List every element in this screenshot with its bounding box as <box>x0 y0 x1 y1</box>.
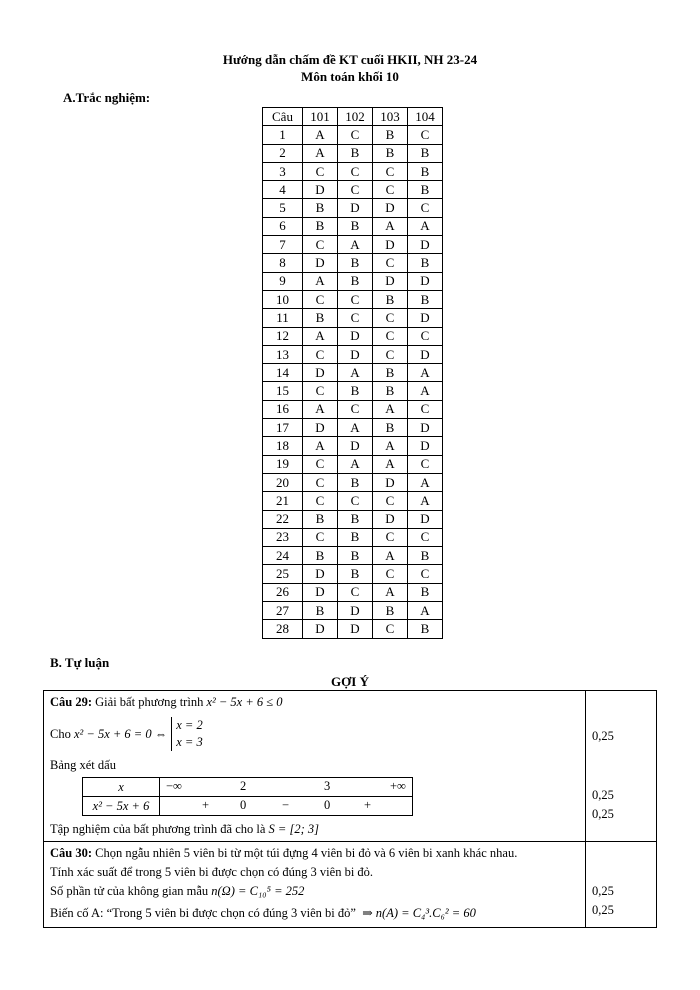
answer-cell: A <box>338 236 373 254</box>
answer-table-row <box>263 473 443 491</box>
answer-cell: D <box>338 199 373 217</box>
answer-cell: D <box>408 345 443 363</box>
answer-cell: D <box>408 236 443 254</box>
answer-header-cell: Câu <box>263 108 303 126</box>
answer-cell: B <box>303 510 338 528</box>
answer-table-row <box>263 290 443 308</box>
answer-cell: B <box>373 382 408 400</box>
answer-header-cell: 102 <box>338 108 373 126</box>
answer-cell: A <box>373 583 408 601</box>
sign-minus: − <box>282 798 290 812</box>
answer-cell: B <box>373 144 408 162</box>
answer-cell: B <box>338 565 373 583</box>
sign-root-2: 2 <box>240 779 247 793</box>
answer-cell: A <box>408 602 443 620</box>
question-number-cell: 16 <box>263 400 303 418</box>
q30-points <box>586 842 657 928</box>
answer-header-cell: 101 <box>303 108 338 126</box>
answer-cell: B <box>338 547 373 565</box>
answer-cell: A <box>408 492 443 510</box>
answer-cell: D <box>373 199 408 217</box>
section-a-label: A.Trắc nghiệm: <box>63 90 151 105</box>
question-number-cell: 17 <box>263 419 303 437</box>
answer-cell: C <box>303 345 338 363</box>
answer-cell: A <box>408 473 443 491</box>
q29-point-3: 0,25 <box>592 807 614 821</box>
sign-pos-inf: +∞ <box>390 779 406 793</box>
q29-sign-label: Bảng xét dấu <box>50 758 116 772</box>
answer-cell: A <box>338 364 373 382</box>
answer-cell: C <box>408 126 443 144</box>
answer-cell: C <box>408 400 443 418</box>
answer-cell: B <box>408 144 443 162</box>
answer-cell: A <box>303 144 338 162</box>
answer-cell: B <box>373 602 408 620</box>
answer-table-row <box>263 492 443 510</box>
answer-cell: C <box>303 492 338 510</box>
answer-cell: C <box>373 309 408 327</box>
answer-cell: A <box>373 437 408 455</box>
answer-cell: A <box>303 126 338 144</box>
q30-line4-text: Biến cố A: “Trong 5 viên bi được chọn có đúng 3 viên bi đỏ” <box>50 906 356 920</box>
question-number-cell: 9 <box>263 272 303 290</box>
answer-table-row <box>263 254 443 272</box>
answer-cell: D <box>303 565 338 583</box>
answer-cell: B <box>408 583 443 601</box>
q30-line1: Chọn ngẫu nhiên 5 viên bi từ một túi đựng 4 viên bi đỏ và 6 viên bi xanh khác nhau. <box>95 846 518 860</box>
q30-point-2: 0,25 <box>592 903 614 917</box>
question-number-cell: 13 <box>263 345 303 363</box>
answer-cell: C <box>373 254 408 272</box>
sign-x-label: x <box>118 779 124 794</box>
answer-cell: C <box>303 473 338 491</box>
answer-cell: D <box>373 272 408 290</box>
answer-header-cell: 104 <box>408 108 443 126</box>
answer-table-row <box>263 217 443 235</box>
q29-point-2: 0,25 <box>592 788 614 802</box>
answer-cell: A <box>303 400 338 418</box>
question-number-cell: 19 <box>263 455 303 473</box>
question-number-cell: 28 <box>263 620 303 638</box>
answer-cell: B <box>408 547 443 565</box>
answer-cell: B <box>303 217 338 235</box>
sign-zero-1: 0 <box>240 798 247 812</box>
answer-table-row <box>263 528 443 546</box>
answer-cell: C <box>338 583 373 601</box>
answer-cell: B <box>303 547 338 565</box>
q29-point-1: 0,25 <box>592 729 614 743</box>
question-number-cell: 2 <box>263 144 303 162</box>
answer-cell: C <box>303 290 338 308</box>
answer-cell: B <box>303 602 338 620</box>
question-number-cell: 7 <box>263 236 303 254</box>
answer-cell: C <box>303 162 338 180</box>
answer-table-row <box>263 327 443 345</box>
answer-table-row <box>263 602 443 620</box>
q29-prompt: Giải bất phương trình <box>95 695 204 709</box>
answer-cell: B <box>338 528 373 546</box>
question-number-cell: 8 <box>263 254 303 272</box>
answer-cell: A <box>373 547 408 565</box>
question-number-cell: 1 <box>263 126 303 144</box>
question-number-cell: 23 <box>263 528 303 546</box>
q29-root1: x = 2 <box>176 718 203 732</box>
q30-label: Câu 30: <box>50 846 93 860</box>
question-number-cell: 14 <box>263 364 303 382</box>
answer-cell: C <box>338 492 373 510</box>
answer-cell: A <box>303 437 338 455</box>
answer-cell: C <box>373 528 408 546</box>
question-number-cell: 20 <box>263 473 303 491</box>
answer-cell: D <box>408 419 443 437</box>
answer-cell: A <box>408 382 443 400</box>
answer-table-row <box>263 309 443 327</box>
answer-cell: D <box>408 437 443 455</box>
answer-cell: B <box>303 199 338 217</box>
question-number-cell: 24 <box>263 547 303 565</box>
answer-cell: B <box>408 290 443 308</box>
answer-cell: B <box>408 162 443 180</box>
answer-cell: C <box>338 400 373 418</box>
question-number-cell: 12 <box>263 327 303 345</box>
hint-heading: GỢI Ý <box>331 674 369 689</box>
answer-cell: B <box>408 254 443 272</box>
answer-cell: B <box>408 620 443 638</box>
q30-line3-math: n(Ω) = C₁₀⁵ = 252 <box>211 884 305 898</box>
sign-neg-inf: −∞ <box>166 779 182 793</box>
question-number-cell: 21 <box>263 492 303 510</box>
question-number-cell: 15 <box>263 382 303 400</box>
question-number-cell: 10 <box>263 290 303 308</box>
answer-cell: B <box>408 181 443 199</box>
solution-table <box>43 690 657 928</box>
answer-cell: D <box>338 602 373 620</box>
answer-cell: B <box>303 309 338 327</box>
answer-cell: C <box>373 181 408 199</box>
answer-table-row <box>263 565 443 583</box>
answer-table-row <box>263 620 443 638</box>
question-number-cell: 26 <box>263 583 303 601</box>
answer-table-row <box>263 419 443 437</box>
answer-table-row <box>263 272 443 290</box>
q30-line2: Tính xác suất để trong 5 viên bi được chọn có đúng 3 viên bi đỏ. <box>50 865 374 879</box>
answer-cell: B <box>338 254 373 272</box>
answer-table-row <box>263 583 443 601</box>
sign-expr-label: x² − 5x + 6 <box>92 798 150 813</box>
answer-table-row <box>263 547 443 565</box>
answer-cell: B <box>338 217 373 235</box>
answer-cell: C <box>408 327 443 345</box>
q29-root2: x = 3 <box>176 735 203 749</box>
q30-point-1: 0,25 <box>592 884 614 898</box>
question-number-cell: 4 <box>263 181 303 199</box>
answer-cell: C <box>373 162 408 180</box>
answer-cell: B <box>338 382 373 400</box>
q30-content <box>44 842 586 928</box>
answer-table-row <box>263 382 443 400</box>
answer-cell: D <box>373 473 408 491</box>
answer-table-row <box>263 181 443 199</box>
answer-table-row <box>263 126 443 144</box>
question-number-cell: 6 <box>263 217 303 235</box>
answer-cell: D <box>338 345 373 363</box>
answer-cell: A <box>338 455 373 473</box>
answer-cell: A <box>408 217 443 235</box>
q29-roots <box>171 717 202 751</box>
answer-cell: D <box>338 620 373 638</box>
question-number-cell: 3 <box>263 162 303 180</box>
answer-table-row <box>263 364 443 382</box>
answer-cell: B <box>338 272 373 290</box>
sign-zero-2: 0 <box>324 798 331 812</box>
q29-solution-set: S = [2; 3] <box>268 822 319 836</box>
answer-table-row <box>263 437 443 455</box>
answer-table-row <box>263 144 443 162</box>
answer-cell: A <box>408 364 443 382</box>
answer-cell: C <box>373 345 408 363</box>
q29-cho-prefix: Cho <box>50 726 71 741</box>
answer-cell: B <box>373 419 408 437</box>
answer-cell: B <box>373 364 408 382</box>
answer-table-row <box>263 510 443 528</box>
answer-table-row <box>263 236 443 254</box>
answer-cell: C <box>303 455 338 473</box>
answer-cell: C <box>373 492 408 510</box>
answer-cell: D <box>408 309 443 327</box>
answer-cell: C <box>373 327 408 345</box>
q30-line3-text: Số phần tử của không gian mẫu <box>50 884 209 898</box>
q29-points <box>586 691 657 842</box>
answer-cell: A <box>303 327 338 345</box>
answer-cell: B <box>338 144 373 162</box>
answer-cell: A <box>373 400 408 418</box>
answer-cell: C <box>338 162 373 180</box>
answer-table-row <box>263 199 443 217</box>
answer-cell: C <box>303 236 338 254</box>
answer-table-row <box>263 162 443 180</box>
q29-solution-text: Tập nghiệm của bất phương trình đã cho là <box>50 822 266 836</box>
question-number-cell: 11 <box>263 309 303 327</box>
answer-cell: D <box>338 327 373 345</box>
answer-table-header <box>263 108 443 126</box>
answer-table <box>262 107 443 639</box>
q30-row <box>44 842 657 928</box>
answer-cell: A <box>373 455 408 473</box>
question-number-cell: 22 <box>263 510 303 528</box>
answer-cell: D <box>303 620 338 638</box>
question-number-cell: 27 <box>263 602 303 620</box>
q29-expr: x² − 5x + 6 ≤ 0 <box>206 695 283 709</box>
answer-cell: C <box>338 290 373 308</box>
answer-cell: C <box>373 620 408 638</box>
q30-line4-math: ⇒ n(A) = C₄³.C₆² = 60 <box>362 906 476 920</box>
answer-cell: C <box>408 565 443 583</box>
question-number-cell: 18 <box>263 437 303 455</box>
answer-table-row <box>263 345 443 363</box>
question-number-cell: 25 <box>263 565 303 583</box>
answer-cell: B <box>373 290 408 308</box>
answer-cell: C <box>408 199 443 217</box>
answer-cell: C <box>338 181 373 199</box>
answer-cell: D <box>303 181 338 199</box>
answer-cell: A <box>373 217 408 235</box>
answer-cell: D <box>408 272 443 290</box>
answer-cell: C <box>338 309 373 327</box>
page-subtitle: Môn toán khối 10 <box>301 69 399 84</box>
answer-cell: B <box>338 473 373 491</box>
answer-cell: C <box>303 382 338 400</box>
sign-plus-2: + <box>364 798 372 812</box>
q29-cho-eq: x² − 5x + 6 = 0 ⇔ <box>73 726 168 741</box>
answer-table-row <box>263 455 443 473</box>
answer-header-cell: 103 <box>373 108 408 126</box>
answer-cell: C <box>303 528 338 546</box>
answer-cell: B <box>373 126 408 144</box>
page-title: Hướng dẫn chấm đề KT cuối HKII, NH 23-24 <box>222 52 478 67</box>
answer-cell: D <box>303 364 338 382</box>
answer-cell: D <box>303 254 338 272</box>
answer-cell: D <box>303 583 338 601</box>
answer-table-row <box>263 400 443 418</box>
sign-root-3: 3 <box>324 779 331 793</box>
answer-cell: D <box>408 510 443 528</box>
q29-label: Câu 29: <box>50 695 93 709</box>
q29-content <box>44 691 586 842</box>
answer-cell: D <box>373 510 408 528</box>
answer-cell: D <box>373 236 408 254</box>
answer-cell: B <box>338 510 373 528</box>
answer-cell: A <box>303 272 338 290</box>
section-b-label: B. Tự luận <box>50 655 110 670</box>
answer-cell: A <box>338 419 373 437</box>
sign-plus-1: + <box>202 798 210 812</box>
answer-cell: C <box>408 455 443 473</box>
question-number-cell: 5 <box>263 199 303 217</box>
q29-row <box>44 691 657 842</box>
answer-cell: C <box>408 528 443 546</box>
sign-table <box>82 777 413 816</box>
answer-cell: C <box>373 565 408 583</box>
answer-cell: D <box>303 419 338 437</box>
answer-cell: C <box>338 126 373 144</box>
answer-cell: D <box>338 437 373 455</box>
